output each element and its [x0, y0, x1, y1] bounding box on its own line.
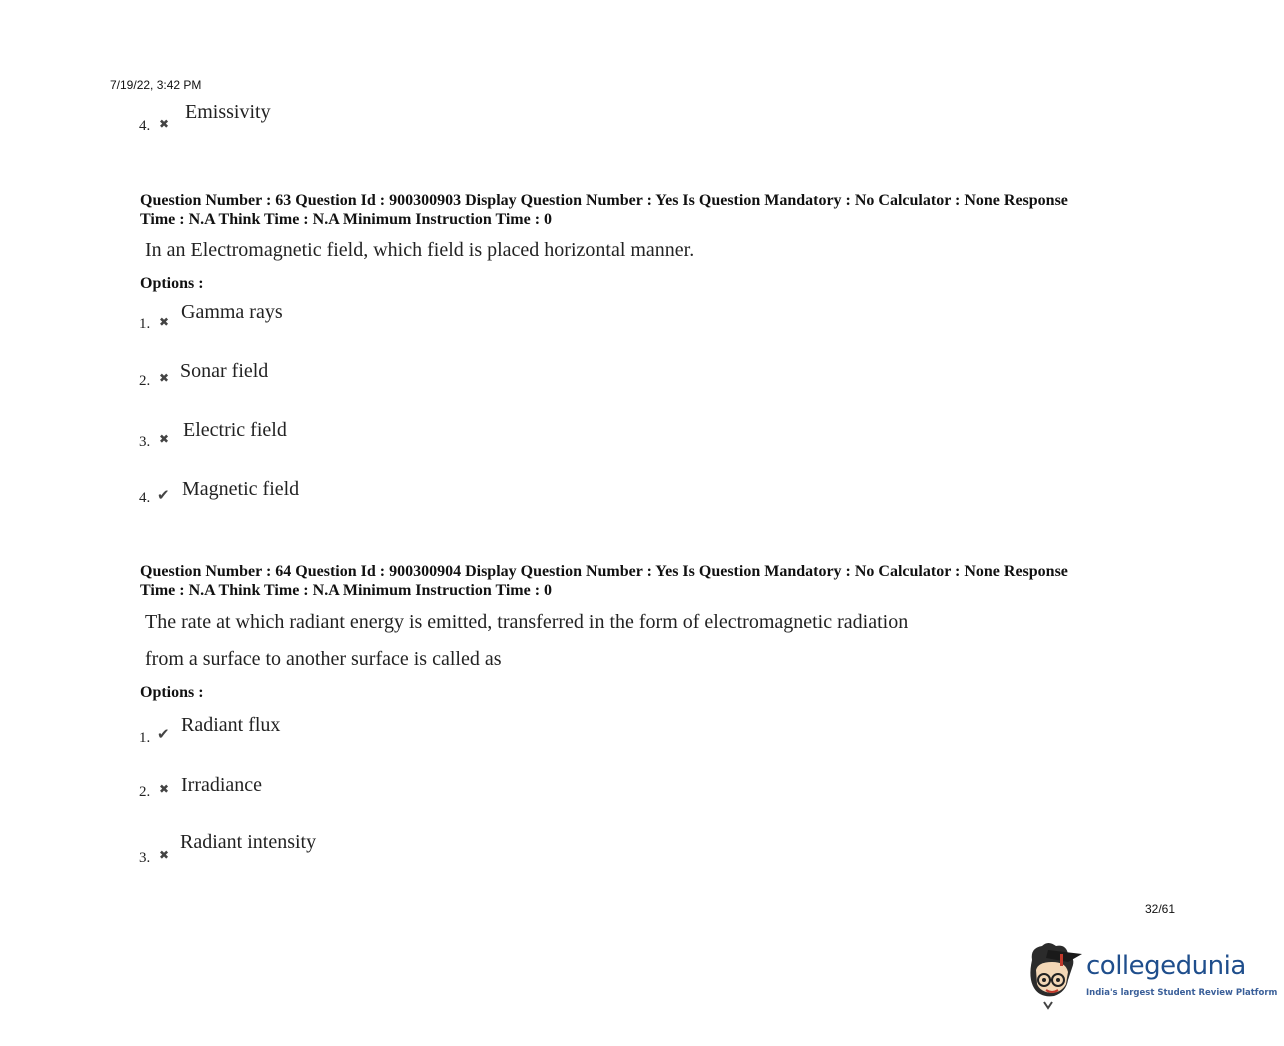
question-63-meta	[140, 191, 1160, 229]
check-icon: ✔	[157, 725, 170, 743]
meta-line-1: Question Number : 64 Question Id : 900300904 Display Question Number : Yes Is Question Mandatory : No Calculator : None Response	[140, 563, 1068, 580]
option-number: 2.	[139, 784, 151, 800]
question-64-text-line-1: The rate at which radiant energy is emitted, transferred in the form of electromagnetic radiation	[145, 611, 909, 633]
option-text: Radiant intensity	[180, 831, 317, 853]
cross-icon: ✖	[159, 117, 170, 131]
meta-line-2: Time : N.A Think Time : N.A Minimum Instruction Time : 0	[140, 211, 553, 228]
page-number: 32/61	[1145, 902, 1176, 916]
meta-line-1: Question Number : 63 Question Id : 900300903 Display Question Number : Yes Is Question Mandatory : No Calculator : None Response	[140, 192, 1068, 209]
option-text: Emissivity	[185, 101, 271, 123]
option-text: Magnetic field	[182, 478, 300, 500]
option-number: 3.	[139, 434, 151, 450]
option-text: Irradiance	[181, 774, 263, 796]
option-number: 1.	[139, 730, 151, 746]
check-icon: ✔	[157, 486, 170, 504]
logo-wordmark: collegedunia	[1086, 951, 1246, 981]
option-text: Sonar field	[180, 360, 269, 382]
option-number: 1.	[139, 316, 151, 332]
question-64-meta	[140, 562, 1160, 600]
question-64-text-line-2: from a surface to another surface is called as	[145, 648, 502, 670]
options-label: Options :	[140, 275, 204, 292]
print-timestamp: 7/19/22, 3:42 PM	[110, 78, 202, 92]
option-text: Gamma rays	[181, 301, 283, 323]
cross-icon: ✖	[159, 315, 170, 329]
cross-icon: ✖	[159, 848, 170, 862]
option-number: 4.	[139, 118, 151, 134]
mascot-logo-icon	[1022, 940, 1084, 1010]
meta-line-2: Time : N.A Think Time : N.A Minimum Instruction Time : 0	[140, 582, 553, 599]
logo-tagline: India's largest Student Review Platform	[1086, 988, 1278, 998]
options-label: Options :	[140, 684, 204, 701]
cross-icon: ✖	[159, 782, 170, 796]
option-text: Radiant flux	[181, 714, 281, 736]
option-number: 4.	[139, 490, 151, 506]
option-text: Electric field	[183, 419, 287, 441]
question-63-text: In an Electromagnetic field, which field is placed horizontal manner.	[145, 239, 695, 261]
cross-icon: ✖	[159, 432, 170, 446]
cross-icon: ✖	[159, 371, 170, 385]
option-number: 2.	[139, 373, 151, 389]
option-number: 3.	[139, 850, 151, 866]
